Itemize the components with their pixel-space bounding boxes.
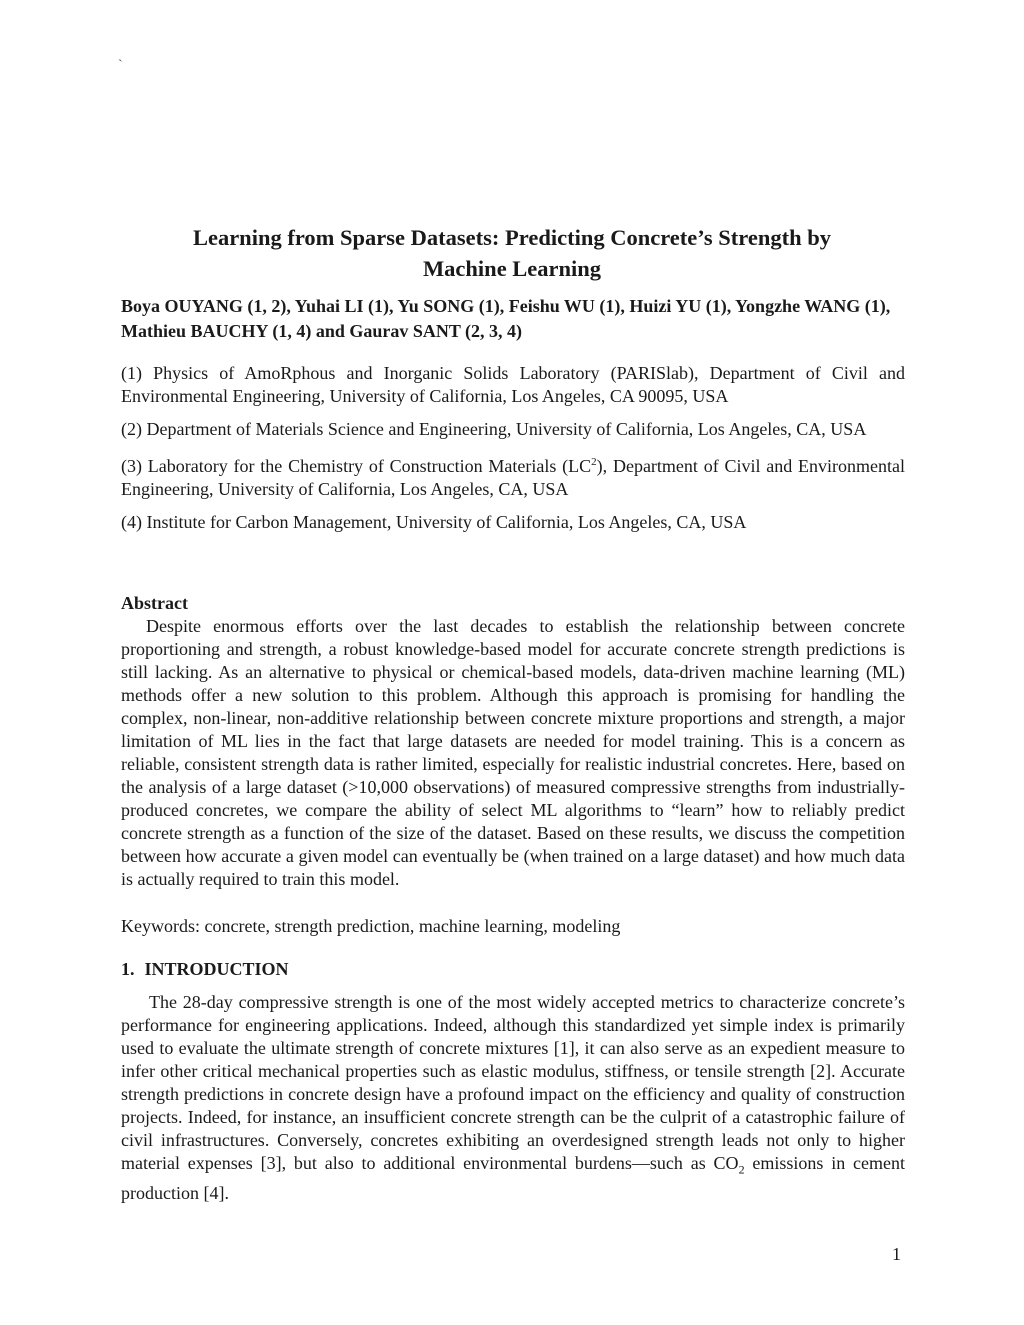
abstract-body: Despite enormous efforts over the last decades to establish the relationship between concrete proportioning and strength, a robust knowledge-based model for accurate concrete strength predictions is still lacking. As an alternative to physical or chemical-based models, data-driven machine learning (ML) methods offer a new solution to this problem. Although this approach is promising for handling the complex, non-linear, non-additive relationship between concrete mixture proportions and strength, a major limitation of ML lies in the fact that large datasets are needed for model training. This is a concern as reliable, consistent strength data is rather limited, especially for realistic industrial concretes. Here, based on the analysis of a large dataset (>10,000 observations) of measured compressive strengths from industrially-produced concretes, we compare the ability of select ML algorithms to “learn” how to reliably predict concrete strength as a function of the size of the dataset. Based on these results, we discuss the competition between how accurate a given model can eventually be (when trained on a large dataset) and how much data is actually required to train this model. <box>121 616 905 889</box>
section-title: INTRODUCTION <box>144 959 289 979</box>
author-list: Boya OUYANG (1, 2), Yuhai LI (1), Yu SONG (1), Feishu WU (1), Huizi YU (1), Yongzhe WANG (1), Mathieu BAUCHY (1, 4) and Gaurav SANT (2, 3, 4) <box>121 296 891 341</box>
co2-subscript: 2 <box>738 1162 745 1177</box>
title-line-2: Machine Learning <box>422 256 602 281</box>
paper-title <box>120 222 904 284</box>
introduction-text-post: emissions in cement production [4]. <box>121 1153 905 1203</box>
affiliation-4: (4) Institute for Carbon Management, University of California, Los Angeles, CA, USA <box>121 512 747 532</box>
affiliations <box>121 362 905 544</box>
affiliation-2: (2) Department of Materials Science and Engineering, University of California, Los Angeles, CA, USA <box>121 419 867 439</box>
affiliation-3 <box>121 451 905 501</box>
section-heading-introduction <box>121 958 289 980</box>
abstract-heading: Abstract <box>121 593 188 613</box>
affiliation-3-text-pre: (3) Laboratory for the Chemistry of Construction Materials (LC <box>121 456 592 476</box>
introduction-body <box>121 991 905 1205</box>
title-line-1: Learning from Sparse Datasets: Predicting Concrete’s Strength by <box>192 225 832 250</box>
introduction-text-pre: The 28-day compressive strength is one of the most widely accepted metrics to characterize concrete’s performance for engineering applications. Indeed, although this standardized yet simple index is primarily used to evaluate the ultimate strength of concrete mixtures [1], it can also serve as an expedient measure to infer other critical mechanical properties such as elastic modulus, stiffness, or tensile strength [2]. Accurate strength predictions in concrete design have a profound impact on the efficiency and quality of construction projects. Indeed, for instance, an insufficient concrete strength can be the culprit of a catastrophic failure of civil infrastructures. Conversely, concretes exhibiting an overdesigned strength leads not only to higher material expenses [3], but also to additional environmental burdens—such as CO <box>121 992 905 1173</box>
affiliation-3-text-post: ), Department of Civil and Environmental Engineering, University of California, Los Angeles, CA, USA <box>121 456 906 499</box>
section-number: 1. <box>121 959 135 979</box>
affiliation-3-superscript: 2 <box>591 456 597 468</box>
stray-mark: ` <box>118 58 123 73</box>
page-number: 1 <box>892 1244 901 1264</box>
keywords: Keywords: concrete, strength prediction, machine learning, modeling <box>121 916 621 936</box>
affiliation-1: (1) Physics of AmoRphous and Inorganic Solids Laboratory (PARISlab), Department of Civil and Environmental Engineering, University of California, Los Angeles, CA 90095, USA <box>121 363 905 406</box>
